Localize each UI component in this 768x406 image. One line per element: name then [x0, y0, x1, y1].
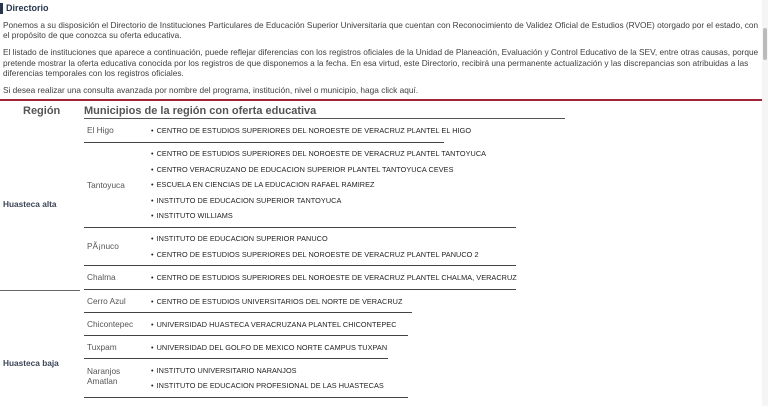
row-separator	[84, 289, 516, 290]
institution-item[interactable]: • CENTRO VERACRUZANO DE EDUCACION SUPERIOR PLANTEL TANTOYUCA CEVES	[151, 165, 454, 174]
intro-paragraph-1: Ponemos a su disposición el Directorio de Instituciones Particulares de Educación Superior Universitaria que cuentan con Reconocimiento de Validez Oficial de Estudios (RVOE) otorgado por el estado, con el propósito de que conozca su oferta educativa.	[3, 20, 759, 41]
bullet-icon: •	[151, 211, 154, 220]
institution-item[interactable]: • INSTITUTO DE EDUCACION SUPERIOR PANUCO	[151, 234, 328, 243]
row-separator	[84, 335, 408, 336]
row-separator	[84, 312, 412, 313]
intro-text	[3, 20, 763, 95]
institution-item[interactable]: • INSTITUTO WILLIAMS	[151, 211, 233, 220]
municipio-cerro-azul[interactable]: Cerro Azul	[87, 296, 126, 306]
municipio-chalma[interactable]: Chalma	[87, 272, 116, 282]
region-divider	[0, 290, 80, 291]
bullet-icon: •	[151, 126, 154, 135]
institution-item[interactable]: • INSTITUTO DE EDUCACION SUPERIOR TANTOYUCA	[151, 196, 342, 205]
bullet-icon: •	[151, 343, 154, 352]
institution-item[interactable]: • CENTRO DE ESTUDIOS UNIVERSITARIOS DEL NORTE DE VERACRUZ	[151, 297, 403, 306]
municipio-panuco[interactable]: PÃ¡nuco	[87, 241, 119, 251]
bullet-icon: •	[151, 165, 154, 174]
page-title: Directorio	[6, 3, 49, 13]
municipio-tuxpam[interactable]: Tuxpam	[87, 342, 117, 352]
bullet-icon: •	[151, 381, 154, 390]
intro-paragraph-2: El listado de instituciones que aparece a continuación, puede reflejar diferencias con los registros oficiales de la Unidad de Planeación, Evaluación y Control Educativo de la SEV, entre otras causas, porque pretende mostrar la oferta educativa conocida por los registros de que disponemos a la fecha. En esa virtud, este Directorio, recibirá una permanente actualización y las discrepancias son atribuidas a las diferencias temporales con los registros oficiales.	[3, 47, 759, 78]
header-divider	[0, 99, 768, 101]
institution-item[interactable]: • INSTITUTO DE EDUCACION PROFESIONAL DE LAS HUASTECAS	[151, 381, 384, 390]
municipio-el-higo[interactable]: El Higo	[87, 125, 114, 135]
bullet-icon: •	[151, 180, 154, 189]
bullet-icon: •	[151, 250, 154, 259]
header-accent-bar	[0, 3, 3, 14]
municipio-naranjos-amatlan[interactable]: Naranjos Amatlan	[87, 366, 121, 386]
bullet-icon: •	[151, 320, 154, 329]
institution-item[interactable]: • CENTRO DE ESTUDIOS SUPERIORES DEL NOROESTE DE VERACRUZ PLANTEL TANTOYUCA	[151, 149, 487, 158]
institution-item[interactable]: • UNIVERSIDAD DEL GOLFO DE MEXICO NORTE CAMPUS TUXPAN	[151, 343, 388, 352]
bullet-icon: •	[151, 234, 154, 243]
institution-item[interactable]: • CENTRO DE ESTUDIOS SUPERIORES DEL NOROESTE DE VERACRUZ PLANTEL PANUCO 2	[151, 250, 479, 259]
advanced-search-link[interactable]: Si desea realizar una consulta avanzada por nombre del programa, institución, nivel o municipio, haga click aquí.	[3, 85, 419, 96]
region-huasteca-baja: Huasteca baja	[3, 358, 59, 368]
region-huasteca-alta: Huasteca alta	[3, 199, 57, 209]
page-header	[0, 2, 49, 14]
institution-item[interactable]: • CENTRO DE ESTUDIOS SUPERIORES DEL NOROESTE DE VERACRUZ PLANTEL CHALMA, VERACRUZ	[151, 273, 517, 282]
institution-item[interactable]: • UNIVERSIDAD HUASTECA VERACRUZANA PLANTEL CHICONTEPEC	[151, 320, 397, 329]
header-underline	[84, 118, 565, 119]
bullet-icon: •	[151, 196, 154, 205]
bullet-icon: •	[151, 297, 154, 306]
institution-item[interactable]: • INSTITUTO UNIVERSITARIO NARANJOS	[151, 366, 297, 375]
institution-item[interactable]: • CENTRO DE ESTUDIOS SUPERIORES DEL NOROESTE DE VERACRUZ PLANTEL EL HIGO	[151, 126, 472, 135]
municipio-tantoyuca[interactable]: Tantoyuca	[87, 180, 125, 190]
row-separator	[84, 358, 388, 359]
row-separator	[84, 142, 444, 143]
bullet-icon: •	[151, 273, 154, 282]
bullet-icon: •	[151, 366, 154, 375]
row-separator	[84, 397, 408, 398]
bullet-icon: •	[151, 149, 154, 158]
scrollbar-thumb[interactable]	[763, 28, 767, 60]
page-scrollbar[interactable]	[762, 0, 768, 406]
column-header-region: Región	[23, 105, 61, 117]
row-separator	[84, 227, 516, 228]
municipio-chicontepec[interactable]: Chicontepec	[87, 319, 134, 329]
institution-item[interactable]: • ESCUELA EN CIENCIAS DE LA EDUCACION RAFAEL RAMIREZ	[151, 180, 375, 189]
column-header-municipios: Municipios de la región con oferta educativa	[84, 105, 317, 117]
row-separator	[84, 265, 516, 266]
